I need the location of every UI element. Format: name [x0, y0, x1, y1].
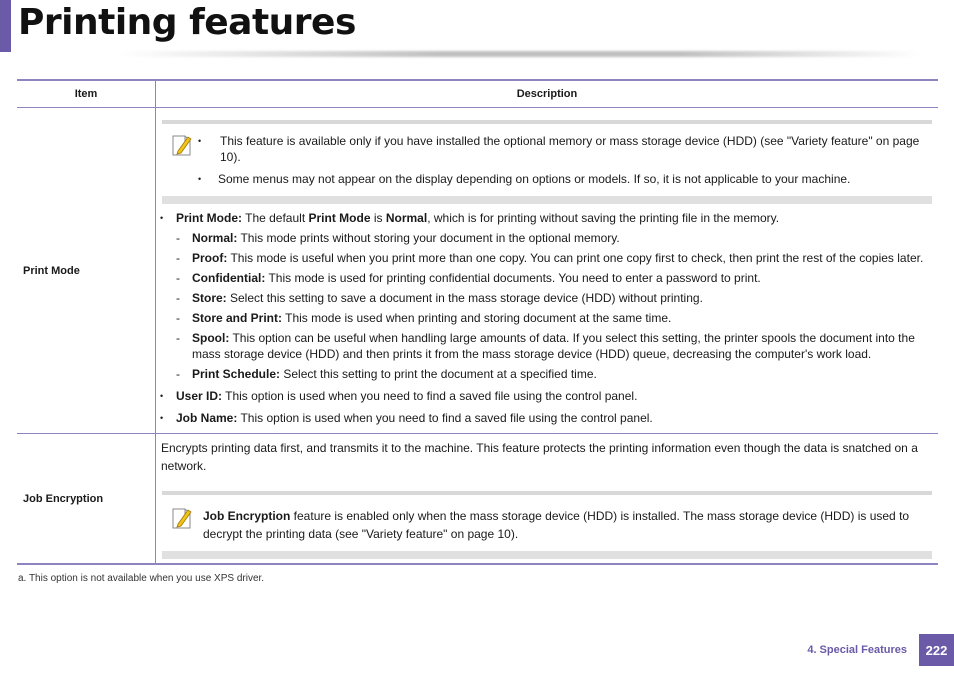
footer-section-label: 4. Special Features	[807, 644, 907, 656]
text: This option can be useful when handling large amounts of data. If you select this setting, the printer spools the document into the mass storage device (HDD) and then prints it from the mass storage device (HDD) queue, decreasing the computer's work load.	[192, 331, 915, 361]
footnote: a. This option is not available when you use XPS driver.	[18, 573, 265, 584]
item-job-encryption: Job Encryption	[17, 434, 156, 563]
text: feature is enabled only when the mass storage device (HDD) is installed. The mass storage device (HDD) is used to decrypt the printing data (see "Variety feature" on page 10).	[203, 509, 910, 541]
text: This mode prints without storing your document in the optional memory.	[237, 231, 620, 245]
text: The default	[242, 211, 309, 225]
page-number: 222	[919, 634, 954, 666]
note-item: • This feature is available only if you have installed the optional memory or mass storage device (HDD) (see "Variety feature" on page 10).	[200, 133, 928, 165]
text: is	[370, 211, 386, 225]
title-accent-bar	[0, 0, 11, 52]
label: Proof:	[192, 251, 228, 265]
label: Store and Print:	[192, 311, 283, 325]
table-header	[17, 79, 938, 108]
label: Print Mode	[308, 211, 371, 225]
page-title: Printing features	[18, 2, 356, 43]
note-item: • Some menus may not appear on the display depending on options or models. If so, it is not applicable to your machine.	[200, 171, 928, 187]
text: Select this setting to save a document in the mass storage device (HDD) without printing.	[226, 291, 703, 305]
features-table	[17, 79, 938, 565]
pencil-note-icon	[170, 505, 194, 531]
text: This mode is used for printing confidential documents. You need to enter a password to print.	[265, 271, 761, 285]
title-underline	[120, 51, 920, 57]
description-print-mode: • This feature is available only if you have installed the optional memory or mass storage device (HDD) (see "Variety feature" on page 10). • Some menus may not appear on the display depending on options or models. If so, it is not applicable to your machine. • Print Mode: The default Print Mode is Normal, which is for printing without saving the printing file in the memory. - Normal: This mode prints without storing your document in the optional memory. - Proof: This mode is useful when you print more than one copy. You can print one copy first to check, then print the rest of the copies later. - Confidential: This mode is used for printing confidential documents. You need to enter a password to print. - Store: Select this setting to save a document in the mass storage device (HDD) without printing. - Store and Print: This mode is used when printing and storing document at the same time. - Spool: This option can be useful when handling large amounts of data. If you select this setting, the printer spools the document into the mass storage device (HDD) and then prints it from the mass storage device (HDD) queue, decreasing the computer's work load. - Print Schedule: Select this setting to print the document at a specified time. • User ID: This option is used when you need to find a saved file using the control panel. • Job Name: This option is used when you need to find a saved file using the control panel.	[156, 108, 938, 433]
note-box	[162, 120, 932, 204]
header-description: Description	[516, 88, 578, 100]
table-row-print-mode	[17, 108, 938, 434]
label: Print Mode:	[176, 211, 242, 225]
description-job-encryption	[156, 434, 938, 563]
label: Print Schedule:	[192, 367, 281, 381]
text: This mode is used when printing and storing document at the same time.	[282, 311, 672, 325]
label: Job Encryption	[203, 509, 291, 523]
pencil-note-icon	[170, 132, 194, 158]
text: This mode is useful when you print more than one copy. You can print one copy first to check, then print the rest of the copies later.	[227, 251, 924, 265]
label: Job Name:	[176, 411, 238, 425]
note-text: This feature is available only if you have installed the optional memory or mass storage device (HDD) (see "Variety feature" on page 10).	[220, 134, 920, 164]
label: Normal:	[192, 231, 238, 245]
label: Store:	[192, 291, 227, 305]
note-box	[162, 491, 932, 559]
text: , which is for printing without saving the printing file in the memory.	[427, 211, 780, 225]
label: Confidential:	[192, 271, 266, 285]
label: Spool:	[192, 331, 230, 345]
text: Select this setting to print the document at a specified time.	[280, 367, 597, 381]
text: This option is used when you need to find a saved file using the control panel.	[237, 411, 653, 425]
label: Normal	[385, 211, 428, 225]
table-row-job-encryption	[17, 434, 938, 565]
text: This option is used when you need to find a saved file using the control panel.	[222, 389, 638, 403]
item-print-mode: Print Mode	[17, 108, 156, 433]
note-text	[203, 507, 912, 543]
note-text: Some menus may not appear on the display depending on options or models. If so, it is not applicable to your machine.	[218, 172, 851, 186]
label: User ID:	[176, 389, 223, 403]
header-item: Item	[17, 81, 156, 107]
job-encryption-text: Encrypts printing data first, and transmits it to the machine. This feature protects the printing information even though the data is snatched on a network.	[161, 441, 918, 473]
